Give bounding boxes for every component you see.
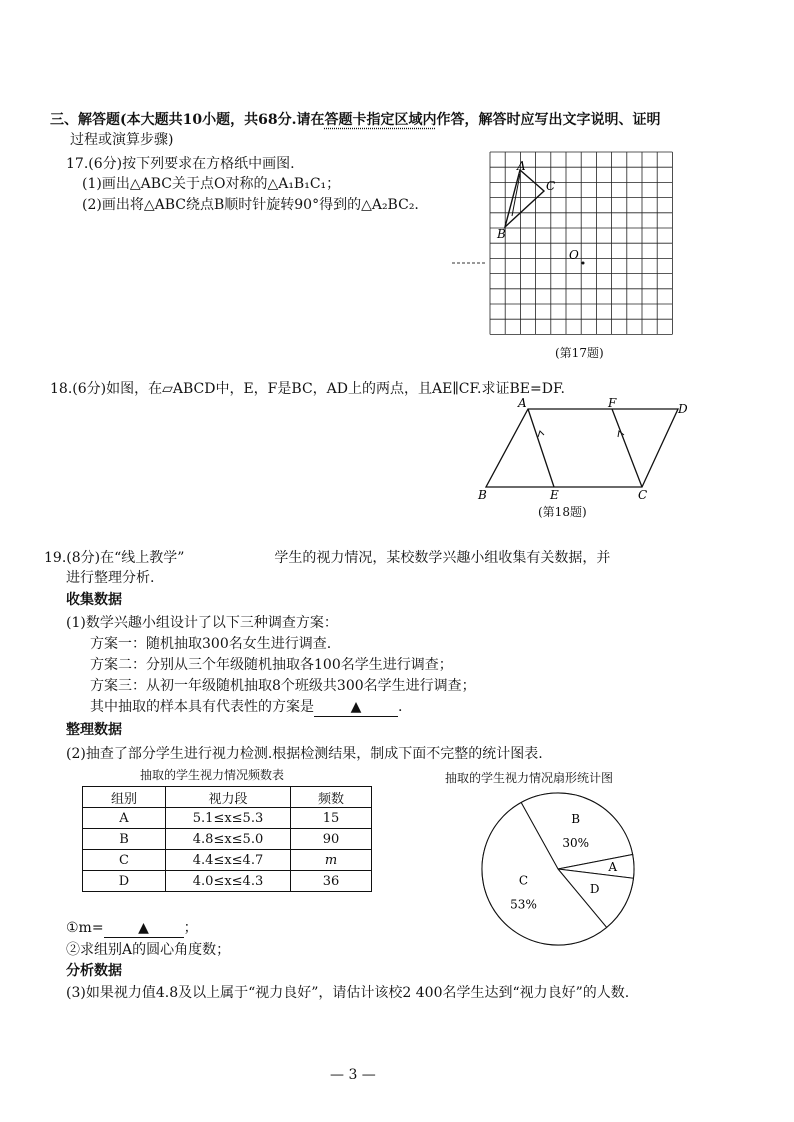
frequency-table [82,786,372,892]
analyze-title: 分析数据 [66,963,122,979]
table-cell: 5.1≤x≤5.3 [166,808,291,829]
q18-parallelogram-figure [470,395,700,505]
pie-label-A: A [608,860,618,875]
table-header: 频数 [291,787,372,808]
label-d: D [678,402,688,416]
table-row [83,808,372,829]
q17-caption: (第17题) [555,346,604,360]
table-cell: A [83,808,166,829]
q17-grid-figure [452,150,692,365]
pie-percent-C: 53% [510,897,537,912]
question-angle: ②求组别A的圆心角度数； [66,942,231,958]
section-heading-cont: 过程或演算步骤) [70,132,174,148]
plan-1: 方案一：随机抽取300名女生进行调查. [90,636,332,652]
q18-stem: 18.(6分)如图，在▱ABCD中，E，F是BC，AD上的两点，且AE∥CF.求证BE=DF. [50,381,565,397]
organize-title: 整理数据 [66,722,122,738]
segment-cf [612,409,642,487]
pie-title: 抽取的学生视力情况扇形统计图 [445,771,614,785]
table-header: 组别 [83,787,166,808]
table-cell: D [83,871,166,892]
pie-label-D: D [589,882,600,897]
label-e: E [550,488,559,502]
segment-ae [528,409,554,487]
label-b: B [478,488,487,502]
q17-part1: (1)画出△ABC关于点O对称的△A₁B₁C₁； [82,176,341,192]
point-o [582,262,585,265]
q19-stem-cont: 进行整理分析. [66,570,155,586]
q17-stem: 17.(6分)按下列要求在方格纸中画图. [66,156,295,172]
pie-label-C: C [518,873,529,888]
q19-part1: (1)数学兴趣小组设计了以下三种调查方案： [66,615,338,631]
q19-part3: (3)如果视力值4.8及以上属于“视力良好”，请估计该校2 400名学生达到“视力良好”的人数. [66,985,630,1001]
representative-question: 其中抽取的样本具有代表性的方案是 ▲ . [90,699,403,715]
label-c: C [638,488,648,502]
table-cell: B [83,829,166,850]
answer-blank-plan[interactable]: ▲ [314,698,398,717]
answer-blank-m[interactable]: ▲ [104,919,184,938]
table-cell: 4.4≤x≤4.7 [166,850,291,871]
question-m: ①m= ▲ ； [66,920,198,936]
table-title: 抽取的学生视力情况频数表 [140,768,285,782]
parallel-arrow-ae [538,431,544,437]
section-heading-emphasis: 答题卡指定区域内 [324,112,437,128]
plan-3: 方案三：从初一年级随机抽取8个班级共300名学生进行调查； [90,678,476,694]
label-b: B [497,227,506,241]
label-a: A [518,396,527,410]
table-cell: C [83,850,166,871]
table-cell: m [291,850,372,871]
table-row [83,871,372,892]
collect-title: 收集数据 [66,592,122,608]
page-number: — 3 — [330,1067,376,1083]
table-header: 视力段 [166,787,291,808]
plan-2: 方案二：分别从三个年级随机抽取各100名学生进行调查； [90,657,453,673]
q19-stem: 19.(8分)在“线上教学” 学生的视力情况，某校数学兴趣小组收集有关数据，并 [44,550,611,566]
section-heading: 三、解答题(本大题共10小题，共68分.请在答题卡指定区域内作答，解答时应写出文字说明、证明 [50,112,661,128]
q18-caption: (第18题) [538,505,587,519]
table-cell: 15 [291,808,372,829]
table-cell: 90 [291,829,372,850]
q19-part2: (2)抽查了部分学生进行视力检测.根据检测结果，制成下面不完整的统计图表. [66,746,543,762]
label-f: F [608,396,617,410]
parallelogram-abcd [486,409,678,487]
table-cell: 36 [291,871,372,892]
q17-part2: (2)画出将△ABC绕点B顺时针旋转90°得到的△A₂BC₂. [82,197,419,213]
table-row [83,829,372,850]
table-row [83,850,372,871]
label-a: A [517,159,526,173]
table-cell: 4.0≤x≤4.3 [166,871,291,892]
label-o: O [569,248,579,262]
pie-percent-B: 30% [562,836,590,851]
label-c: C [546,179,556,193]
table-header-row [83,787,372,808]
pie-label-B: B [571,812,581,827]
pie-chart [478,789,638,949]
triangle-abc [505,170,544,227]
table-cell: 4.8≤x≤5.0 [166,829,291,850]
